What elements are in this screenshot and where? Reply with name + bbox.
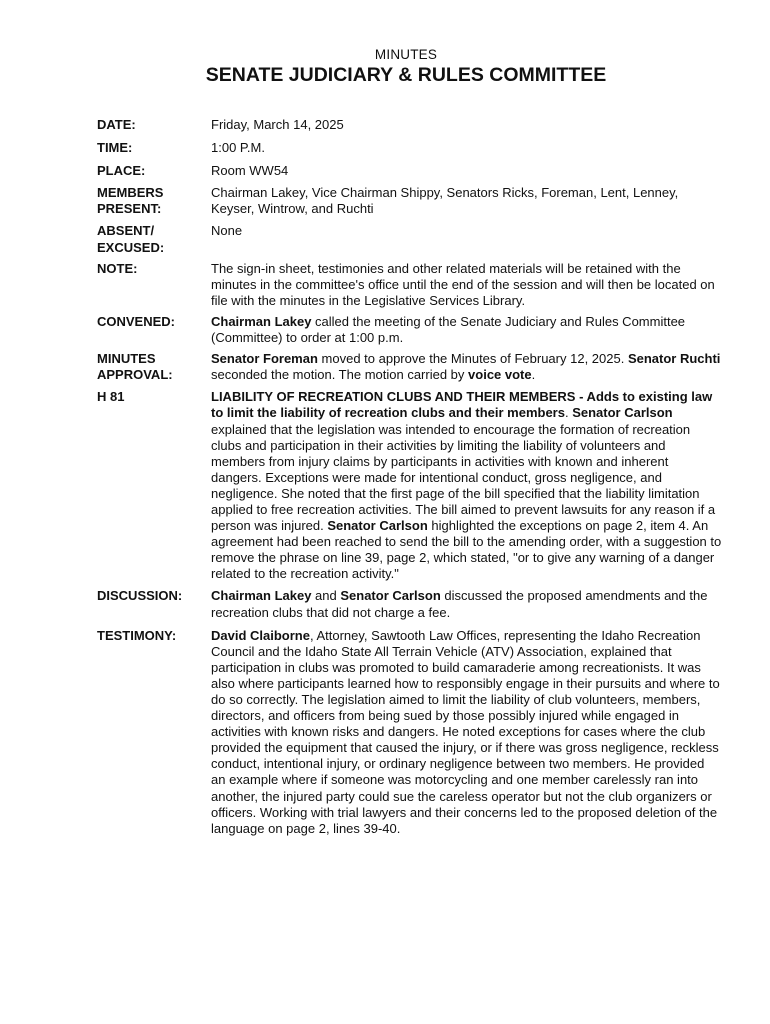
value-discussion xyxy=(211,588,722,620)
row-minutes-approval xyxy=(97,351,722,383)
label-approval-line-1: MINUTES xyxy=(97,351,156,367)
row-h81 xyxy=(97,389,722,582)
label-note: NOTE: xyxy=(97,260,138,276)
document-title: SENATE JUDICIARY & RULES COMMITTEE xyxy=(205,64,607,86)
label-members-line-2: PRESENT: xyxy=(97,201,162,217)
row-place xyxy=(97,163,722,179)
value-testimony xyxy=(211,628,722,837)
convened-speaker: Chairman Lakey xyxy=(211,313,312,329)
h81-bill-title: LIABILITY OF RECREATION CLUBS AND THEIR MEMBERS - Adds to existing law to limit the liability of recreation clubs and their members xyxy=(211,389,713,421)
value-date: Friday, March 14, 2025 xyxy=(211,117,344,132)
discussion-text-2: discussed the proposed amendments and the recreation clubs that did not charge a fee. xyxy=(211,588,708,620)
testimony-witness: David Claiborne xyxy=(211,627,310,643)
row-date xyxy=(97,117,722,133)
value-time: 1:00 P.M. xyxy=(211,140,265,156)
discussion-speaker-1: Chairman Lakey xyxy=(211,588,312,604)
h81-speaker-1: Senator Carlson xyxy=(572,405,673,421)
h81-text-1: . xyxy=(564,405,573,421)
label-testimony: TESTIMONY: xyxy=(97,627,177,643)
label-h81: H 81 xyxy=(97,389,125,405)
value-minutes-approval xyxy=(211,351,722,383)
h81-text-2: explained that the legislation was intended to encourage the formation of recreation clubs and participation in their activities by limiting the liability of volunteers and members from injury claims by participants in activities with known and inherent dangers. Exceptions were made for intentional conduct, gross negligence, and negligence. She noted that the first page of the bill specified that the liability limitation applied to free recreation activities. The bill aimed to prevent lawsuits for any reason if a person was injured. xyxy=(211,421,716,534)
approval-text-2: seconded the motion. The motion carried by xyxy=(211,367,469,383)
row-discussion xyxy=(97,588,722,620)
label-minutes-approval xyxy=(97,351,211,383)
row-absent-excused xyxy=(97,223,722,255)
minutes-body xyxy=(97,117,722,837)
label-members-present xyxy=(97,185,211,217)
approval-seconder: Senator Ruchti xyxy=(627,351,721,367)
label-absent-line-2: EXCUSED: xyxy=(97,239,165,255)
row-convened xyxy=(97,314,722,346)
value-members-present: Chairman Lakey, Vice Chairman Shippy, Senators Ricks, Foreman, Lent, Lenney, Keyser, Wintrow, and Ruchti xyxy=(211,185,679,217)
label-members-line-1: MEMBERS xyxy=(97,185,164,201)
approval-text-1: moved to approve the Minutes of February 12, 2025. xyxy=(317,351,628,367)
h81-speaker-2: Senator Carlson xyxy=(327,518,428,534)
document-kicker: MINUTES xyxy=(374,47,438,62)
value-h81 xyxy=(211,389,722,582)
approval-mover: Senator Foreman xyxy=(211,351,318,367)
label-time: TIME: xyxy=(97,140,133,156)
convened-text: called the meeting of the Senate Judiciary and Rules Committee (Committee) to order at 1:00 p.m. xyxy=(211,313,686,346)
label-convened: CONVENED: xyxy=(97,313,176,329)
label-approval-line-2: APPROVAL: xyxy=(97,367,173,383)
row-testimony xyxy=(97,628,722,837)
approval-text-3: . xyxy=(531,367,536,383)
label-date: DATE: xyxy=(97,117,136,132)
discussion-speaker-2: Senator Carlson xyxy=(340,588,441,604)
value-convened xyxy=(211,314,722,346)
row-members-present xyxy=(97,185,722,217)
discussion-text-1: and xyxy=(311,588,341,604)
label-discussion: DISCUSSION: xyxy=(97,588,183,604)
value-note: The sign-in sheet, testimonies and other related materials will be retained with the minutes in the committee's office until the end of the session and will then be located on file with the minutes in the Legislative Services Library. xyxy=(211,260,715,308)
label-absent-excused xyxy=(97,223,211,255)
label-place: PLACE: xyxy=(97,163,146,179)
approval-vote-type: voice vote xyxy=(468,367,532,383)
testimony-text: , Attorney, Sawtooth Law Offices, representing the Idaho Recreation Council and the Idaho State All Terrain Vehicle (ATV) Association, explained that participation in clubs was promoted to build camaraderie among recreationists. It was also where participants learned how to responsibly engage in their pursuits and where to do so correctly. The legislation aimed to limit the liability of club volunteers, members, directors, and officers from being sued by those possibly injured while engaged in activities with known risks and dangers. He noted exceptions for cases where the club provided the equipment that caused the injury, or if there was gross negligence, reckless conduct, intentional injury, or ordinary negligence between two members. He provided an example where if someone was motorcycling and one member carelessly ran into another, the injured party could sue the careless operator but not the club organizers or officers. Working with trial lawyers and their concerns led to the proposed deletion of the language on page 2, lines 39-40. xyxy=(211,627,720,836)
row-time xyxy=(97,140,722,156)
value-place: Room WW54 xyxy=(211,163,289,179)
h81-text-3: highlighted the exceptions on page 2, item 4. An agreement had been reached to send the bill to the amending order, with a suggestion to remove the phrase on line 39, page 2, which stated, "or to give any warning of a danger related to the recreation activity." xyxy=(211,518,722,582)
row-note xyxy=(97,261,722,309)
value-absent-excused: None xyxy=(211,223,243,239)
label-absent-line-1: ABSENT/ xyxy=(97,223,155,239)
